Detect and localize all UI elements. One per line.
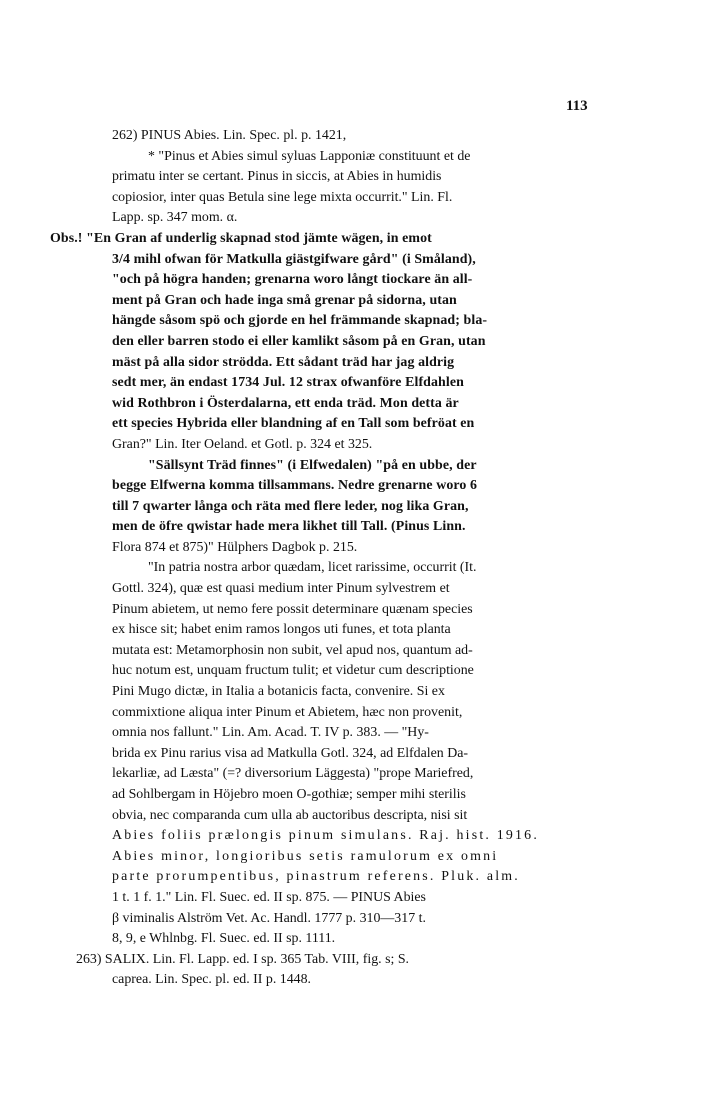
text-line: Abies foliis prælongis pinum simulans. Raj. hist. 1916. — [112, 828, 539, 844]
text-line: Gran?" Lin. Iter Oeland. et Gotl. p. 324 et 325. — [112, 436, 373, 452]
entry-263-heading: 263) SALIX. Lin. Fl. Lapp. ed. I sp. 365 Tab. VIII, fig. s; S. — [76, 951, 410, 967]
text-line: * "Pinus et Abies simul syluas Lapponiæ constituunt et de — [148, 148, 471, 164]
text-line: Pinum abietem, ut nemo fere possit determinare quænam species — [112, 601, 473, 617]
text-line: brida ex Pinu rarius visa ad Matkulla Gotl. 324, ad Elfdalen Da- — [112, 745, 469, 761]
text-line: till 7 qwarter långa och räta med flere leder, nog lika Gran, — [112, 498, 469, 514]
text-line: mäst på alla sidor ströddа. Ett sådant träd har jag aldrig — [112, 354, 455, 370]
text-line: copiosior, inter quas Betula sine lege mixta occurrit." Lin. Fl. — [112, 189, 453, 205]
text-line: β viminalis Alström Vet. Ac. Handl. 1777 p. 310—317 t. — [112, 910, 426, 926]
text-line: obvia, nec comparanda cum ulla ab auctoribus descripta, nisi sit — [112, 807, 468, 823]
text-line: ment på Gran och hade inga små grenar på sidorna, utan — [112, 292, 457, 308]
text-line: ad Sohlbergam in Höjebro moen O-gothiæ; semper mihi sterilis — [112, 787, 466, 802]
text-line: ett species Hybrida eller blandning af en Tall som befröat en — [112, 416, 475, 432]
text-line: Pini Mugo dictæ, in Italia a botanicis facta, convenire. Si ex — [112, 684, 445, 700]
text-line: 8, 9, e Whlnbg. Fl. Suec. ed. II sp. 1111. — [112, 931, 336, 947]
text-line: "och på högra handen; grenarna woro långt tiockare än all- — [112, 272, 473, 288]
text-line: Flora 874 et 875)" Hülphers Dagbok p. 215. — [112, 539, 358, 555]
text-line: lekarliæ, ad Læsta" (=? diversorium Läggesta) "prope Mariefred, — [112, 766, 474, 782]
page-number: 113 — [566, 98, 588, 114]
entry-262-heading: 262) PINUS Abies. Lin. Spec. pl. p. 1421, — [112, 128, 347, 143]
text-line: commixtione aliqua inter Pinum et Abietem, hæc non provenit, — [112, 704, 463, 720]
observation-start: Obs.! "En Gran af underlig skapnad stod jämte wägen, in emot — [50, 230, 432, 246]
text-line: wid Rothbron i Österdalarna, ett enda träd. Mon detta är — [112, 395, 459, 411]
text-line: den eller barren stodo ei eller kamlikt såsom på en Gran, utan — [112, 333, 486, 349]
text-line: Gottl. 324), quæ est quasi medium inter Pinum sylvestrem et — [112, 581, 450, 597]
text-line: sedt mer, än endast 1734 Jul. 12 strax ofwanföre Elfdahlen — [112, 375, 464, 391]
quote-start: "Sällsynt Träd finnes" (i Elfwedalen) "på en ubbe, der — [148, 457, 477, 473]
text-line: hängde såsom spö och gjorde en hel främmande skapnad; bla- — [112, 313, 488, 329]
text-line: caprea. Lin. Spec. pl. ed. II p. 1448. — [112, 972, 312, 988]
text-line: Lapp. sp. 347 mom. α. — [112, 210, 238, 226]
text-line: Abies minor, longioribus setis ramulorum ex omni — [112, 848, 499, 864]
text-line: mutata est: Metamorphosin non subit, vel apud nos, quantum ad- — [112, 642, 473, 658]
text-line: primatu inter se certant. Pinus in siccis, at Abies in humidis — [112, 169, 442, 185]
text-line: begge Elfwerna komma tillsammans. Nedre grenarne woro 6 — [112, 478, 478, 494]
page-body — [50, 126, 612, 991]
text-line: 3/4 mihl ofwan för Matkulla giästgifware gård" (i Småland), — [112, 251, 476, 267]
text-line: men de öfre qwistar hade mera likhet till Tall. (Pinus Linn. — [112, 519, 466, 535]
quote-start: "In patria nostra arbor quædam, licet rarissime, occurrit (It. — [148, 560, 477, 576]
text-line: 1 t. 1 f. 1." Lin. Fl. Suec. ed. II sp. 875. — PINUS Abies — [112, 889, 426, 905]
text-line: huc notum est, unquam fructum tulit; et videtur cum descriptione — [112, 663, 474, 679]
text-line: parte prorumpentibus, pinastrum referens. Pluk. alm. — [112, 869, 520, 885]
text-line: omnia nos fallunt." Lin. Am. Acad. T. IV p. 383. — "Hy- — [112, 725, 429, 741]
text-line: ex hisce sit; habet enim ramos longos uti funes, et tota planta — [112, 622, 451, 638]
